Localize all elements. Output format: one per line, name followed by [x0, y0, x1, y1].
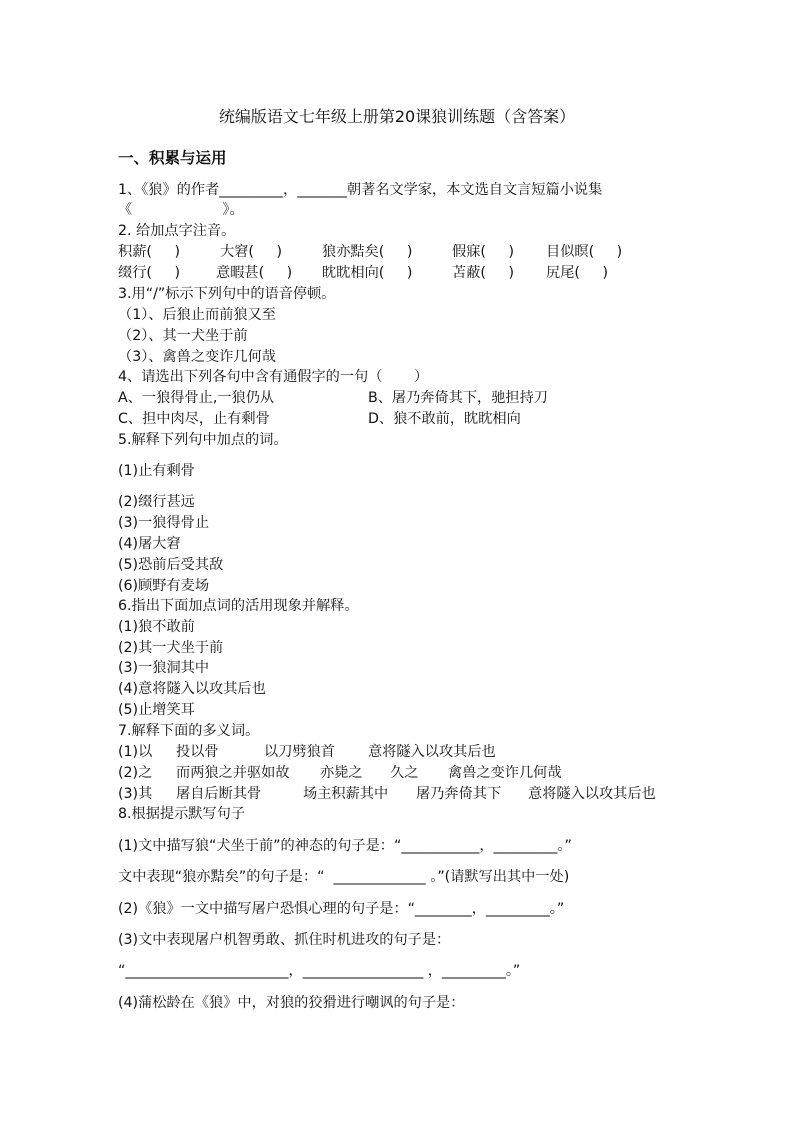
polysemy-example: 屠自后断其骨 — [176, 786, 262, 802]
pinyin-item: 积薪( ) — [118, 244, 180, 260]
question-2-stem: 2. 给加点字注音。 — [118, 223, 236, 239]
polysemy-label: (3)其 — [118, 786, 153, 802]
question-3-item: （1）、后狼止而前狼又至 — [118, 307, 276, 323]
question-5-item: (1)止有剩骨 — [118, 463, 195, 479]
question-6-item: (4)意将隧入以攻其后也 — [118, 681, 266, 697]
pinyin-item: 苫蔽( ) — [452, 265, 514, 281]
question-6-item: (5)止增笑耳 — [118, 702, 195, 718]
section-heading: 一、积累与运用 — [118, 149, 227, 167]
question-8-part-3: (3)文中表现屠户机智勇敢、抓住时机进攻的句子是： — [118, 932, 451, 948]
question-5-item: (6)顾野有麦场 — [118, 578, 210, 594]
pinyin-item: 缀行( ) — [118, 265, 180, 281]
question-8-part-3-blanks: “_______________________，_________________ ，_________。” — [118, 963, 521, 979]
polysemy-example: 亦毙之 — [320, 765, 363, 781]
polysemy-example: 意将隧入以攻其后也 — [368, 744, 496, 760]
option-c: C、担中肉尽，止有剩骨 — [118, 411, 270, 427]
question-3-item: （2）、其一犬坐于前 — [118, 328, 248, 344]
question-8-stem: 8.根据提示默写句子 — [118, 806, 246, 822]
pinyin-item: 意暇甚( ) — [216, 265, 293, 281]
polysemy-example: 而两狼之并驱如故 — [176, 765, 290, 781]
polysemy-label: (2)之 — [118, 765, 153, 781]
polysemy-example: 久之 — [390, 765, 419, 781]
pinyin-item: 眈眈相向( ) — [322, 265, 413, 281]
question-5-item: (2)缀行甚远 — [118, 494, 195, 510]
pinyin-item: 大窘( ) — [220, 244, 282, 260]
polysemy-example: 屠乃奔倚其下 — [416, 786, 502, 802]
option-d: D、狼不敢前，眈眈相向 — [368, 411, 521, 427]
question-1-line-2: 《 》。 — [118, 202, 244, 218]
question-8-part-2: (2)《狼》一文中描写屠户恐惧心理的句子是：“________，_________。” — [118, 901, 565, 917]
polysemy-example: 场主积薪其中 — [303, 786, 389, 802]
question-1-line-1: 1、《狼》的作者_________，_______朝著名文学家，本文选自文言短篇小说集 — [118, 182, 603, 198]
question-5-stem: 5.解释下列句中加点的词。 — [118, 432, 288, 448]
polysemy-label: (1)以 — [118, 744, 153, 760]
question-8-part-4: (4)蒲松龄在《狼》中，对狼的狡猾进行嘲讽的句子是： — [118, 995, 465, 1011]
pinyin-item: 狼亦黠矣( ) — [322, 244, 413, 260]
question-5-item: (4)屠大窘 — [118, 536, 181, 552]
question-8-part-1b: 文中表现“狼亦黠矣”的句子是：“ _____________ 。”(请默写出其中一处) — [118, 869, 570, 885]
question-6-item: (3)一狼洞其中 — [118, 660, 210, 676]
question-7-stem: 7.解释下面的多义词。 — [118, 723, 260, 739]
question-5-item: (3)一狼得骨止 — [118, 515, 210, 531]
option-b: B、屠乃奔倚其下，驰担持刀 — [368, 390, 548, 406]
question-6-stem: 6.指出下面加点词的活用现象并解释。 — [118, 598, 359, 614]
question-6-item: (1)狼不敢前 — [118, 619, 195, 635]
polysemy-example: 以刀劈狼首 — [264, 744, 335, 760]
option-a: A、一狼得骨止,一狼仍从 — [118, 390, 275, 406]
polysemy-example: 意将隧入以攻其后也 — [528, 786, 656, 802]
question-8-part-1: (1)文中描写狼“犬坐于前”的神态的句子是：“___________，_________。” — [118, 838, 572, 854]
question-6-item: (2)其一犬坐于前 — [118, 640, 224, 656]
question-5-item: (5)恐前后受其敌 — [118, 557, 224, 573]
pinyin-item: 目似瞑( ) — [546, 244, 623, 260]
question-4-stem: 4、请选出下列各句中含有通假字的一句（ ） — [118, 369, 429, 385]
pinyin-item: 假寐( ) — [452, 244, 514, 260]
page-title: 统编版语文七年级上册第20课狼训练题（含答案） — [218, 107, 576, 126]
polysemy-example: 禽兽之变诈几何哉 — [448, 765, 562, 781]
question-3-item: （3）、禽兽之变诈几何哉 — [118, 349, 276, 365]
question-3-stem: 3.用“/”标示下列句中的语音停顿。 — [118, 286, 336, 302]
polysemy-example: 投以骨 — [176, 744, 219, 760]
pinyin-item: 尻尾( ) — [546, 265, 608, 281]
